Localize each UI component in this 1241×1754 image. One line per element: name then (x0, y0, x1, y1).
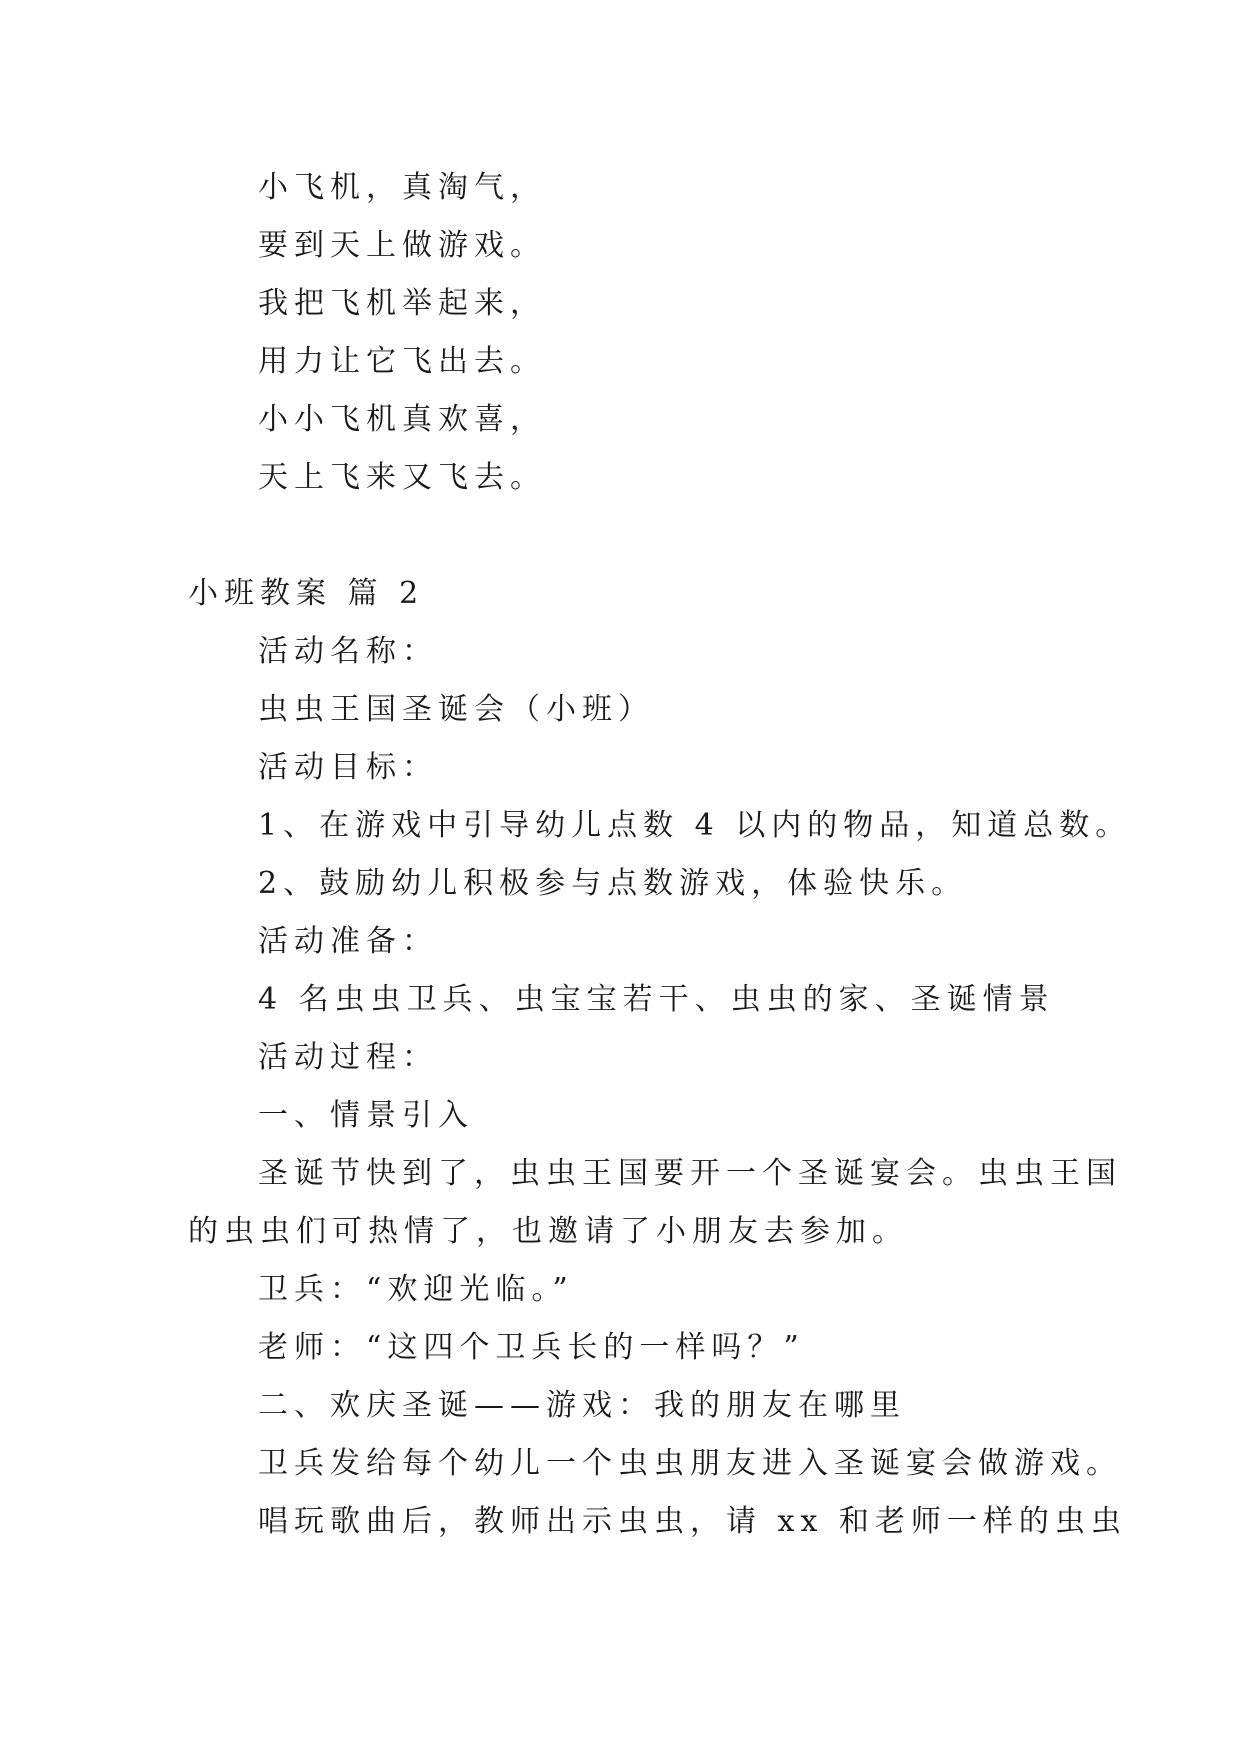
poem-line-2: 要到天上做游戏。 (258, 228, 546, 263)
goal-item-2: 2、鼓励幼儿积极参与点数游戏，体验快乐。 (258, 866, 968, 901)
poem-line-1: 小飞机，真淘气， (258, 170, 546, 205)
process-label: 活动过程： (258, 1040, 438, 1075)
activity-name-label: 活动名称： (258, 634, 438, 669)
step-1-paragraph-line-1: 圣诞节快到了，虫虫王国要开一个圣诞宴会。虫虫王国 (258, 1156, 1122, 1191)
poem-line-5: 小小飞机真欢喜， (258, 402, 546, 437)
section-title: 小班教案 篇 2 (188, 576, 425, 611)
step-2-paragraph-2: 唱玩歌曲后，教师出示虫虫，请 xx 和老师一样的虫虫 (258, 1504, 1127, 1539)
step-1-title: 一、情景引入 (258, 1098, 474, 1133)
poem-line-3: 我把飞机举起来， (258, 286, 546, 321)
prep-label: 活动准备： (258, 924, 438, 959)
prep-text: 4 名虫虫卫兵、虫宝宝若干、虫虫的家、圣诞情景 (258, 982, 1055, 1017)
dialogue-guard: 卫兵：“欢迎光临。” (258, 1272, 574, 1307)
goals-label: 活动目标： (258, 750, 438, 785)
goal-item-1: 1、在游戏中引导幼儿点数 4 以内的物品，知道总数。 (258, 808, 1132, 843)
step-1-paragraph-line-2: 的虫虫们可热情了，也邀请了小朋友去参加。 (188, 1214, 908, 1249)
poem-line-4: 用力让它飞出去。 (258, 344, 546, 379)
activity-name: 虫虫王国圣诞会（小班） (258, 692, 654, 727)
step-2-paragraph: 卫兵发给每个幼儿一个虫虫朋友进入圣诞宴会做游戏。 (258, 1446, 1122, 1481)
step-2-title: 二、欢庆圣诞——游戏：我的朋友在哪里 (258, 1388, 906, 1423)
dialogue-teacher: 老师：“这四个卫兵长的一样吗？” (258, 1330, 805, 1365)
poem-line-6: 天上飞来又飞去。 (258, 460, 546, 495)
